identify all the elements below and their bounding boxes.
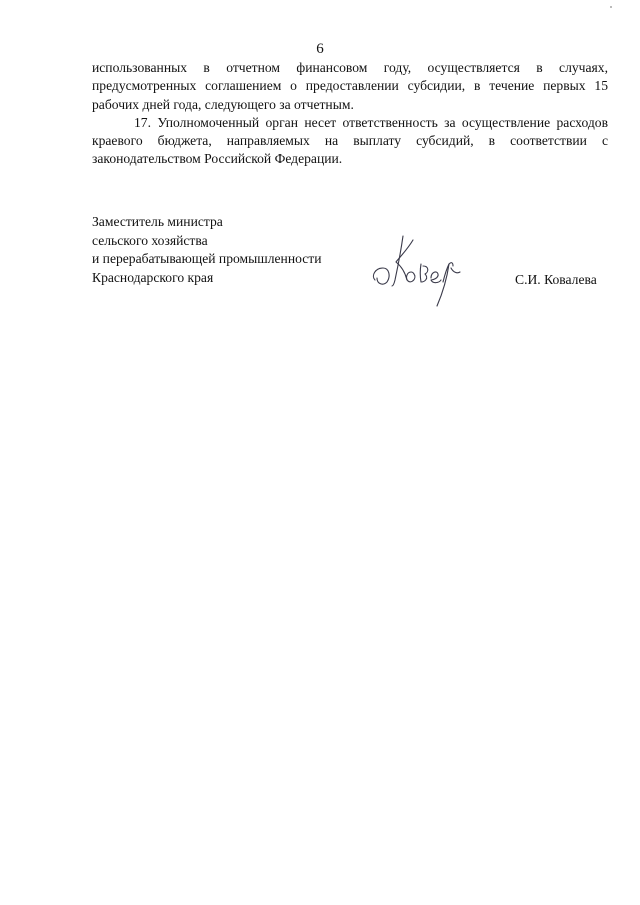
signer-title-line: Краснодарского края xyxy=(92,269,214,285)
paragraph-continuation: использованных в отчетном финансовом году, осуществляется в случаях, предусмотренных соглашением о предоставлении субсидии, в течение первых 15 рабочих дней года, следующего за отчетным. xyxy=(92,60,608,112)
handwritten-signature xyxy=(365,228,465,313)
signer-title-line: сельского хозяйства xyxy=(92,232,208,248)
signer-name: С.И. Ковалева xyxy=(515,272,597,287)
signer-title-line: и перерабатывающей промышленности xyxy=(92,251,322,266)
scan-speck xyxy=(610,6,612,8)
signature-title-block xyxy=(92,213,321,287)
paragraph-17: 17. Уполномоченный орган несет ответственность за осуществление расходов краевого бюджета, направляемых на выплату субсидий, в соответствии с законодательством Российской Федерации. xyxy=(92,114,608,167)
page-number: 6 xyxy=(316,41,324,57)
document-body xyxy=(92,59,608,169)
signer-title-line: Заместитель министра xyxy=(92,214,223,229)
